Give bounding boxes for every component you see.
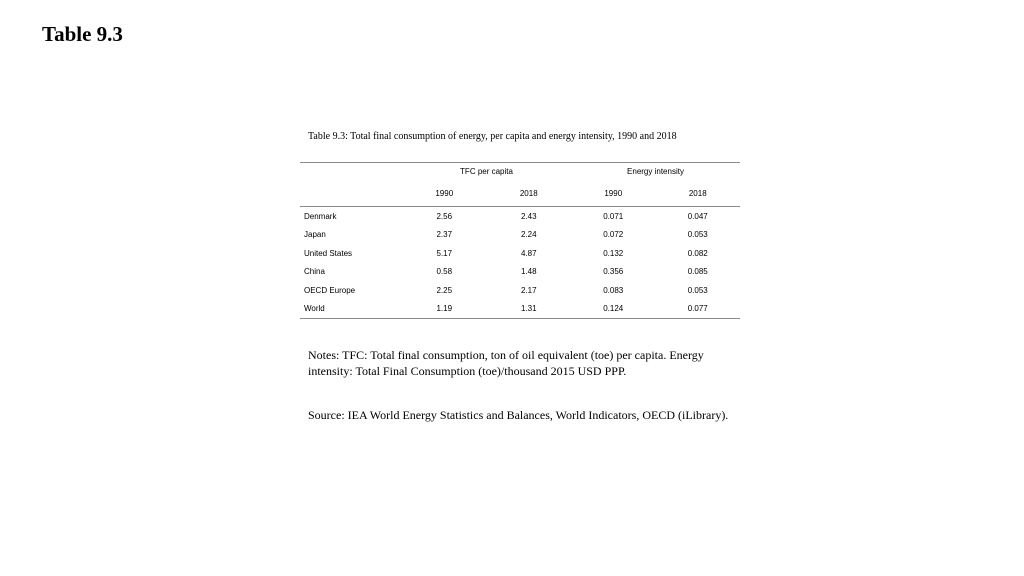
table-cell: 2.17 <box>520 285 537 295</box>
table-notes: Notes: TFC: Total final consumption, ton of oil equivalent (toe) per capita. Energy intensity: Total Final Consumption (toe)/thousand 2015 USD PPP. <box>308 348 704 378</box>
energy-table <box>300 162 740 319</box>
table-header-empty <box>300 180 402 207</box>
group-header-tfc: TFC per capita <box>402 163 571 181</box>
group-header-energy-intensity: Energy intensity <box>571 163 740 181</box>
table-cell: 5.17 <box>436 248 453 258</box>
table-cell: 0.047 <box>687 211 708 221</box>
table-row <box>300 281 740 300</box>
table-cell: 0.082 <box>687 248 708 258</box>
table-cell: 0.124 <box>571 300 656 319</box>
row-label: World <box>300 300 402 319</box>
table-cell: 1.48 <box>520 267 537 277</box>
table-cell: 1.19 <box>402 300 487 319</box>
table-cell: 0.077 <box>656 300 741 319</box>
table-cell: 0.083 <box>603 285 624 295</box>
row-label: United States <box>304 248 353 258</box>
table-cell: 0.085 <box>687 267 708 277</box>
row-label: Japan <box>304 230 326 240</box>
table-cell: 0.356 <box>603 267 624 277</box>
table-cell: 1.31 <box>487 300 572 319</box>
table-cell: 0.132 <box>603 248 624 258</box>
table-source: Source: IEA World Energy Statistics and Balances, World Indicators, OECD (iLibrary). <box>308 408 729 422</box>
table-row <box>300 300 740 319</box>
table-row <box>300 207 740 226</box>
table-cell: 2.37 <box>436 230 453 240</box>
table-cell: 0.071 <box>603 211 624 221</box>
table-row <box>300 226 740 245</box>
table-cell: 2.56 <box>436 211 453 221</box>
table-header-empty <box>300 163 402 181</box>
year-header: 1990 <box>402 180 487 207</box>
table-cell: 2.25 <box>436 285 453 295</box>
table-cell: 0.072 <box>603 230 624 240</box>
row-label: China <box>304 267 325 277</box>
table-group-header-row <box>300 163 740 181</box>
table-cell: 4.87 <box>520 248 537 258</box>
year-header: 2018 <box>656 180 741 207</box>
year-header: 1990 <box>571 180 656 207</box>
row-label: Denmark <box>304 211 337 221</box>
table-year-header-row <box>300 180 740 207</box>
table-cell: 2.24 <box>520 230 537 240</box>
table-caption: Table 9.3: Total final consumption of energy, per capita and energy intensity, 1990 and 2018 <box>308 131 677 142</box>
table-row <box>300 244 740 263</box>
slide-title: Table 9.3 <box>42 22 123 46</box>
year-header: 2018 <box>487 180 572 207</box>
table-cell: 0.58 <box>436 267 453 277</box>
table-cell: 0.053 <box>687 230 708 240</box>
row-label: OECD Europe <box>304 285 356 295</box>
table-row <box>300 263 740 282</box>
table-cell: 2.43 <box>520 211 537 221</box>
table-cell: 0.053 <box>687 285 708 295</box>
